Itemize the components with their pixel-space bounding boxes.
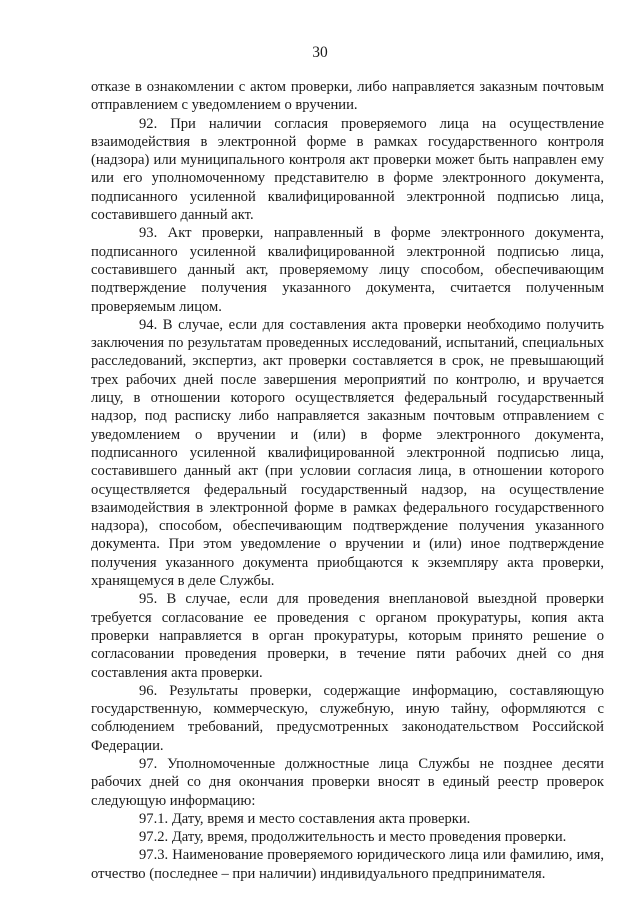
paragraph-93: 93. Акт проверки, направленный в форме электронного документа, подписанного усиленной квалифицированной электронной подписью лица, составившего данный акт, проверяемому лицу способом, обеспечивающим подтверждение получения указанного документа, считается полученным проверяемым лицом. [91, 225, 604, 315]
paragraph-94: 94. В случае, если для составления акта проверки необходимо получить заключения по результатам проведенных исследований, испытаний, специальных расследований, экспертиз, акт проверки составляется в срок, не превышающий трех рабочих дней после завершения мероприятий по контролю, и вручается лицу, в отношении которого осуществляется федеральный государственный надзор, под расписку либо направляется заказным почтовым отправлением с уведомлением о вручении и (или) в форме электронного документа, подписанного усиленной квалифицированной электронной подписью лица, составившего данный акт (при условии согласия лица, в отношении которого осуществляется федеральный государственный надзор, на осуществление взаимодействия в электронной форме в рамках федерального государственного надзора), способом, обеспечивающим подтверждение получения указанного документа. При этом уведомление о вручении и (или) иное подтверждение получения указанного документа приобщаются к экземпляру акта проверки, хранящемуся в деле Службы. [91, 316, 604, 590]
paragraph-95: 95. В случае, если для проведения внеплановой выездной проверки требуется согласование ее проведения с органом прокуратуры, копия акта проверки направляется в орган прокуратуры, которым принято решение о согласовании проведения проверки, в течение пяти рабочих дней со дня составления акта проверки. [91, 591, 604, 681]
paragraph-97: 97. Уполномоченные должностные лица Службы не позднее десяти рабочих дней со дня окончания проверки вносят в единый реестр проверок следующую информацию: [91, 755, 604, 809]
paragraph-continuation: отказе в ознакомлении с актом проверки, либо направляется заказным почтовым отправлением с уведомлением о вручении. [91, 79, 604, 114]
paragraph-97-1: 97.1. Дату, время и место составления акта проверки. [139, 810, 471, 827]
paragraph-97-3: 97.3. Наименование проверяемого юридического лица или фамилию, имя, отчество (последнее – при наличии) индивидуального предпринимателя. [91, 847, 604, 882]
page-number: 30 [312, 44, 328, 61]
paragraph-96: 96. Результаты проверки, содержащие информацию, составляющую государственную, коммерческую, служебную, иную тайну, оформляются с соблюдением требований, предусмотренных законодательством Российской Федерации. [91, 682, 604, 754]
paragraph-92: 92. При наличии согласия проверяемого лица на осуществление взаимодействия в электронной форме в рамках государственного контроля (надзора) или муниципального контроля акт проверки может быть направлен ему или его уполномоченному представителю в форме электронного документа, подписанного усиленной квалифицированной электронной подписью лица, составившего данный акт. [91, 115, 604, 224]
paragraph-97-2: 97.2. Дату, время, продолжительность и место проведения проверки. [139, 829, 567, 846]
document-body [91, 78, 604, 883]
